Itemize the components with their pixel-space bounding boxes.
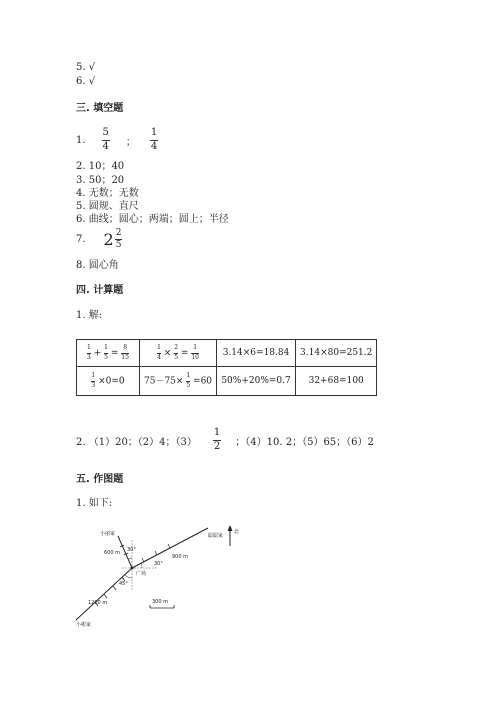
square-label: 广场 (136, 571, 147, 577)
table-cell: 50%+20%=0.7 (217, 367, 296, 396)
route-to-right-home (132, 528, 208, 568)
north-arrow-icon (228, 525, 233, 546)
fill-answer-1 (76, 128, 158, 152)
drawing-answer-1-label: 1. 如下: (76, 498, 113, 509)
table-cell: $\frac{1}{3}$ ×0=0 (77, 367, 140, 396)
fill-answer-7 (76, 229, 122, 251)
judge-answer-5: 5. √ (76, 62, 96, 73)
calc-answer-1-label: 1. 解: (76, 310, 103, 321)
fill-answer-3: 3. 50；20 (76, 175, 125, 186)
home-bottom-label: 小彬家 (76, 622, 92, 628)
table-cell: 75－75× $\frac{1}{5}$ =60 (140, 367, 217, 396)
fraction-one-quarter: $\frac{1}{4}$ (150, 127, 158, 152)
table-cell: 3.14×80=251.2 (296, 340, 377, 367)
fill-answer-2: 2. 10；40 (76, 161, 125, 172)
distance-bottom-label: 1200 m (88, 600, 108, 606)
angle-bottom-label: 45° (119, 581, 128, 587)
home-right-label: 聪聪家 (208, 533, 224, 539)
calculation-table (76, 339, 377, 396)
mixed-number-fraction: $\frac{2}{5}$ (115, 228, 122, 251)
home-top-label: 小丽家 (100, 531, 116, 537)
answer-number: 1. (76, 134, 86, 146)
north-label: 北 (234, 529, 240, 535)
table-cell: $\frac{1}{3}$ + $\frac{1}{5}$ = $\frac{8}{15}$ (77, 340, 140, 367)
fill-answer-8: 8. 圆心角 (76, 260, 119, 271)
fill-answer-6: 6. 曲线；圆心；两端；圆上；半径 (76, 214, 229, 225)
table-cell: $\frac{1}{4}$ × $\frac{2}{5}$ = $\frac{1}{10}$ (140, 340, 217, 367)
separator: ； (125, 136, 136, 148)
fill-answer-5: 5. 圆规、直尺 (76, 201, 139, 212)
square-point (131, 567, 134, 570)
route-to-bottom-home (76, 568, 132, 620)
table-cell: 3.14×6=18.84 (217, 340, 296, 367)
distance-right-label: 900 m (172, 554, 189, 560)
location-diagram (70, 522, 245, 630)
fraction-one-half: $\frac{1}{2}$ (213, 427, 221, 452)
table-cell: 32+68=100 (296, 367, 377, 396)
answer-number: 7. (76, 234, 86, 246)
angle-top-label: 30° (127, 547, 136, 553)
mixed-number-whole: 2 (103, 230, 114, 250)
judge-answer-6: 6. √ (76, 76, 96, 87)
section-title-fill-blank: 三. 填空题 (76, 103, 124, 114)
section-title-drawing: 五. 作图题 (76, 474, 124, 485)
distance-top-label: 600 m (104, 550, 121, 556)
calc-answer-2: 2. （1）20；（2）4；（3） $\frac{1}{2}$ ；（4）10. 2；（5）65；（6）2 (76, 427, 374, 452)
scale-label: 300 m (152, 599, 169, 605)
fraction-five-quarters: $\frac{5}{4}$ (102, 127, 109, 152)
fill-answer-4: 4. 无数；无数 (76, 188, 139, 199)
scale-bar (150, 605, 174, 608)
angle-right-label: 30° (154, 561, 163, 567)
section-title-calculation: 四. 计算题 (76, 285, 124, 296)
